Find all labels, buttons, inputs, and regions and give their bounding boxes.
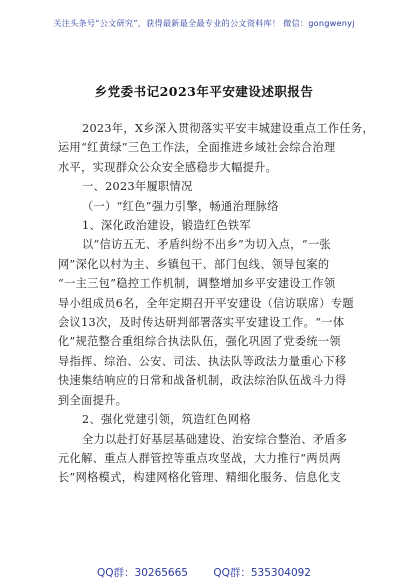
document-title: 乡党委书记2023年平安建设述职报告 (94, 84, 314, 99)
body-line: 2023年，X乡深入贯彻落实平安丰城建设重点工作任务， (82, 122, 375, 135)
item-heading: 1、深化政治建设，锻造红色铁军 (82, 219, 251, 233)
body-line: 会议13次，及时传达研判部署落实平安建设工作。“一体 (58, 316, 345, 330)
body-line: 以“信访五无、矛盾纠纷不出乡”为切入点，“一张 (82, 238, 331, 252)
body-line: 快速集结响应的日常和战备机制，政法综治队伍战斗力得 (58, 374, 347, 388)
item-heading: 2、强化党建引领，筑造红色网格 (82, 413, 251, 427)
body-line: “一主三包”稳控工作机制，调整增加乡平安建设工作领 (58, 277, 336, 291)
body-line: 全力以赴打好基层基础建设、治安综合整治、矛盾多 (82, 432, 348, 446)
body-line: 到全面提升。 (58, 393, 128, 407)
body-line: 化”规范整合重组综合执法队伍，强化巩固了党委统一领 (58, 335, 341, 349)
body-line: 元化解、重点人群管控等重点攻坚战，大力推行“两员两 (58, 451, 341, 465)
document-body (58, 119, 375, 488)
footer-qq-groups (0, 565, 408, 580)
section-heading: 一、2023年履职情况 (82, 180, 193, 194)
qq-group-1: QQ群：30265665 (97, 567, 188, 579)
body-line: 长”网格模式，构建网格化管理、精细化服务、信息化支 (58, 471, 341, 485)
header-banner: 关注头条号“公文研究”，获得最新最全最专业的公文资料库！ 微信：gongwenyj (53, 18, 355, 28)
body-line: 水平，实现群众公众安全感稳步大幅提升。 (58, 160, 278, 174)
qq-group-2: QQ群：535304092 (213, 567, 311, 579)
body-line: 导指挥、综治、公安、司法、执法队等政法力量重心下移 (58, 354, 347, 368)
body-line: 导小组成员6名，全年定期召开平安建设（信访联席）专题 (58, 296, 354, 310)
subsection-heading: （一）“红色”强力引擎，畅通治理脉络 (82, 199, 279, 213)
body-line: 网”深化以村为主、乡镇包干、部门包线、领导包案的 (58, 257, 330, 271)
body-line: 运用“红黄绿”三色工作法，全面推进乡域社会综合治理 (58, 141, 336, 155)
